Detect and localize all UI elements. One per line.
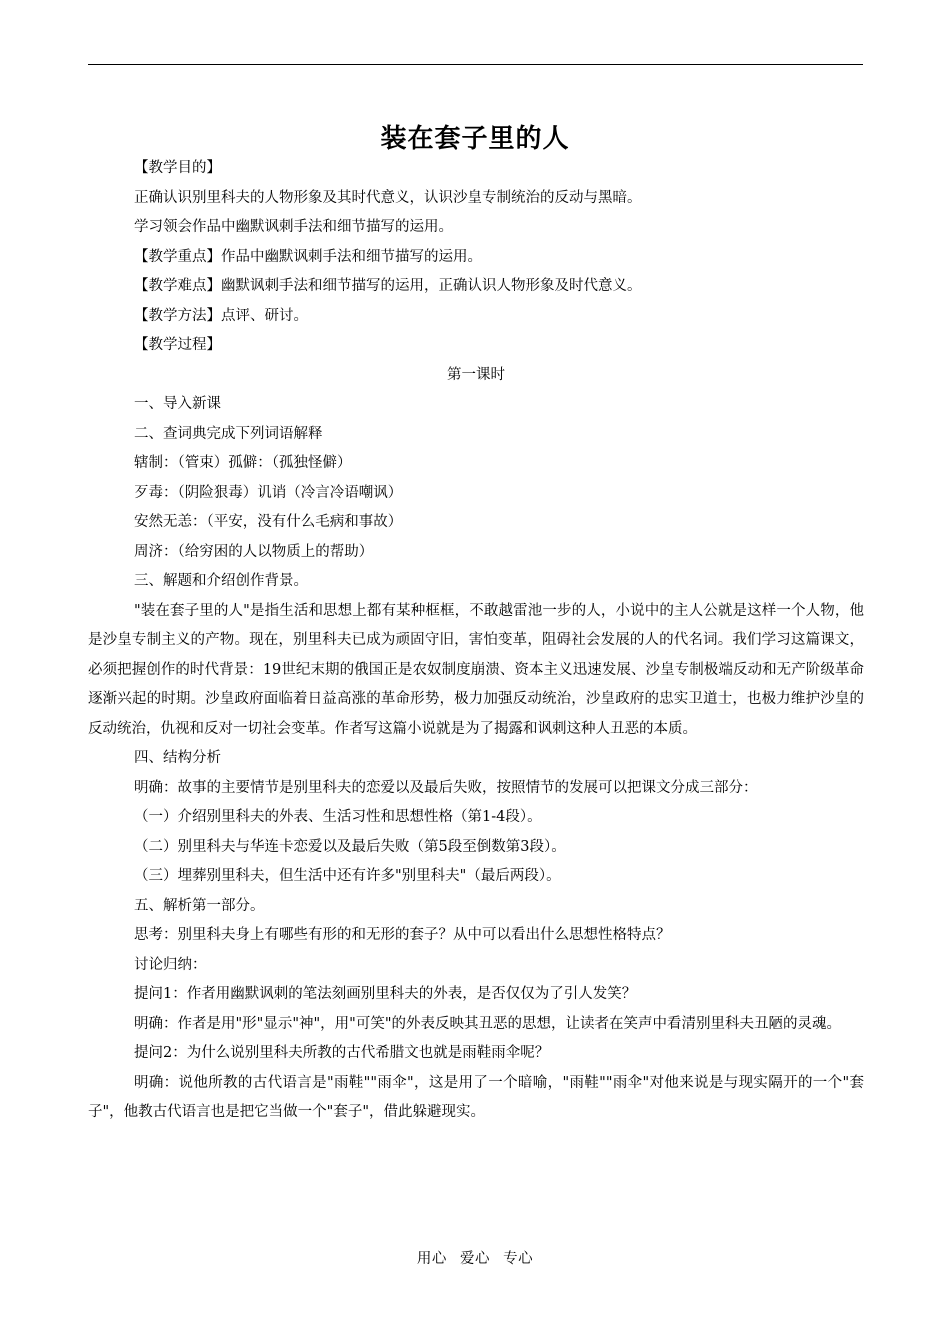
vocab-line-1: 辖制：（管束）孤僻：（孤独怪僻）: [134, 455, 352, 471]
question-1: 提问1：作者用幽默讽刺的笔法刻画别里科夫的外表，是否仅仅为了引人发笑？: [134, 986, 637, 1002]
question-2: 提问2：为什么说别里科夫所教的古代希腊文也就是雨鞋雨伞呢？: [134, 1045, 550, 1061]
step-3-heading: 三、解题和介绍创作背景。: [134, 573, 308, 589]
discussion-label: 讨论归纳：: [134, 956, 207, 973]
structure-part-3: （三）埋葬别里科夫，但生活中还有许多"别里科夫"（最后两段）。: [134, 868, 561, 884]
objective-line-1: 正确认识别里科夫的人物形象及其时代意义，认识沙皇专制统治的反动与黑暗。: [134, 189, 642, 206]
section-heading-process: 【教学过程】: [134, 337, 221, 353]
vocab-line-4: 周济：（给穷困的人以物质上的帮助）: [134, 543, 374, 560]
step-2-heading: 二、查词典完成下列词语解释: [134, 425, 323, 442]
structure-part-1: （一）介绍别里科夫的外表、生活习性和思想性格（第1-4段）。: [134, 809, 542, 825]
step-5-heading: 五、解析第一部分。: [134, 897, 265, 914]
objective-line-2: 学习领会作品中幽默讽刺手法和细节描写的运用。: [134, 219, 453, 235]
lesson-heading: 第一课时: [447, 366, 505, 383]
page-footer: 用心 爱心 专心: [416, 1251, 534, 1267]
document-title: 装在套子里的人: [380, 124, 570, 154]
document-body: [88, 154, 864, 1128]
header-rule: [88, 64, 863, 65]
answer-2-paragraph: 明确：说他所教的古代语言是"雨鞋""雨伞"，这是用了一个暗喻，"雨鞋""雨伞"对他来说是与现实隔开的一个"套子"，他教古代语言也是把它当做一个"套子"，借此躲避现实。: [88, 1074, 864, 1120]
key-points-line: 【教学重点】作品中幽默讽刺手法和细节描写的运用。: [134, 248, 482, 265]
think-question: 思考：别里科夫身上有哪些有形的和无形的套子？从中可以看出什么思想性格特点？: [134, 927, 671, 943]
section-heading-objectives: 【教学目的】: [134, 160, 221, 176]
answer-1-paragraph: 明确：作者是用"形"显示"神"，用"可笑"的外表反映其丑恶的思想，让读者在笑声中看清别里科夫丑陋的灵魂。: [134, 1015, 842, 1032]
structure-answer: 明确：故事的主要情节是别里科夫的恋爱以及最后失败，按照情节的发展可以把课文分成三部分：: [134, 779, 758, 796]
step-4-heading: 四、结构分析: [134, 750, 221, 766]
difficulties-line: 【教学难点】幽默讽刺手法和细节描写的运用，正确认识人物形象及时代意义。: [134, 278, 642, 294]
structure-part-2: （二）别里科夫与华连卡恋爱以及最后失败（第5段至倒数第3段）。: [134, 838, 566, 855]
vocab-line-3: 安然无恙：（平安，没有什么毛病和事故）: [134, 514, 403, 530]
step-1-heading: 一、导入新课: [134, 396, 221, 412]
methods-line: 【教学方法】点评、研讨。: [134, 307, 308, 324]
background-paragraph: "装在套子里的人"是指生活和思想上都有某种框框，不敢越雷池一步的人，小说中的主人公就是这样一个人物，他是沙皇专制主义的产物。现在，别里科夫已成为顽固守旧，害怕变革，阻碍社会发展的人的代名词。我们学习这篇课文，必须把握创作的时代背景：19世纪末期的俄国正是农奴制度崩溃、资本主义迅速发展、沙皇专制极端反动和无产阶级革命逐渐兴起的时期。沙皇政府面临着日益高涨的革命形势，极力加强反动统治，沙皇政府的忠实卫道士，也极力维护沙皇的反动统治，仇视和反对一切社会变革。作者写这篇小说就是为了揭露和讽刺这种人丑恶的本质。: [88, 602, 864, 737]
vocab-line-2: 歹毒：（阴险狠毒）讥诮（冷言冷语嘲讽）: [134, 484, 403, 501]
